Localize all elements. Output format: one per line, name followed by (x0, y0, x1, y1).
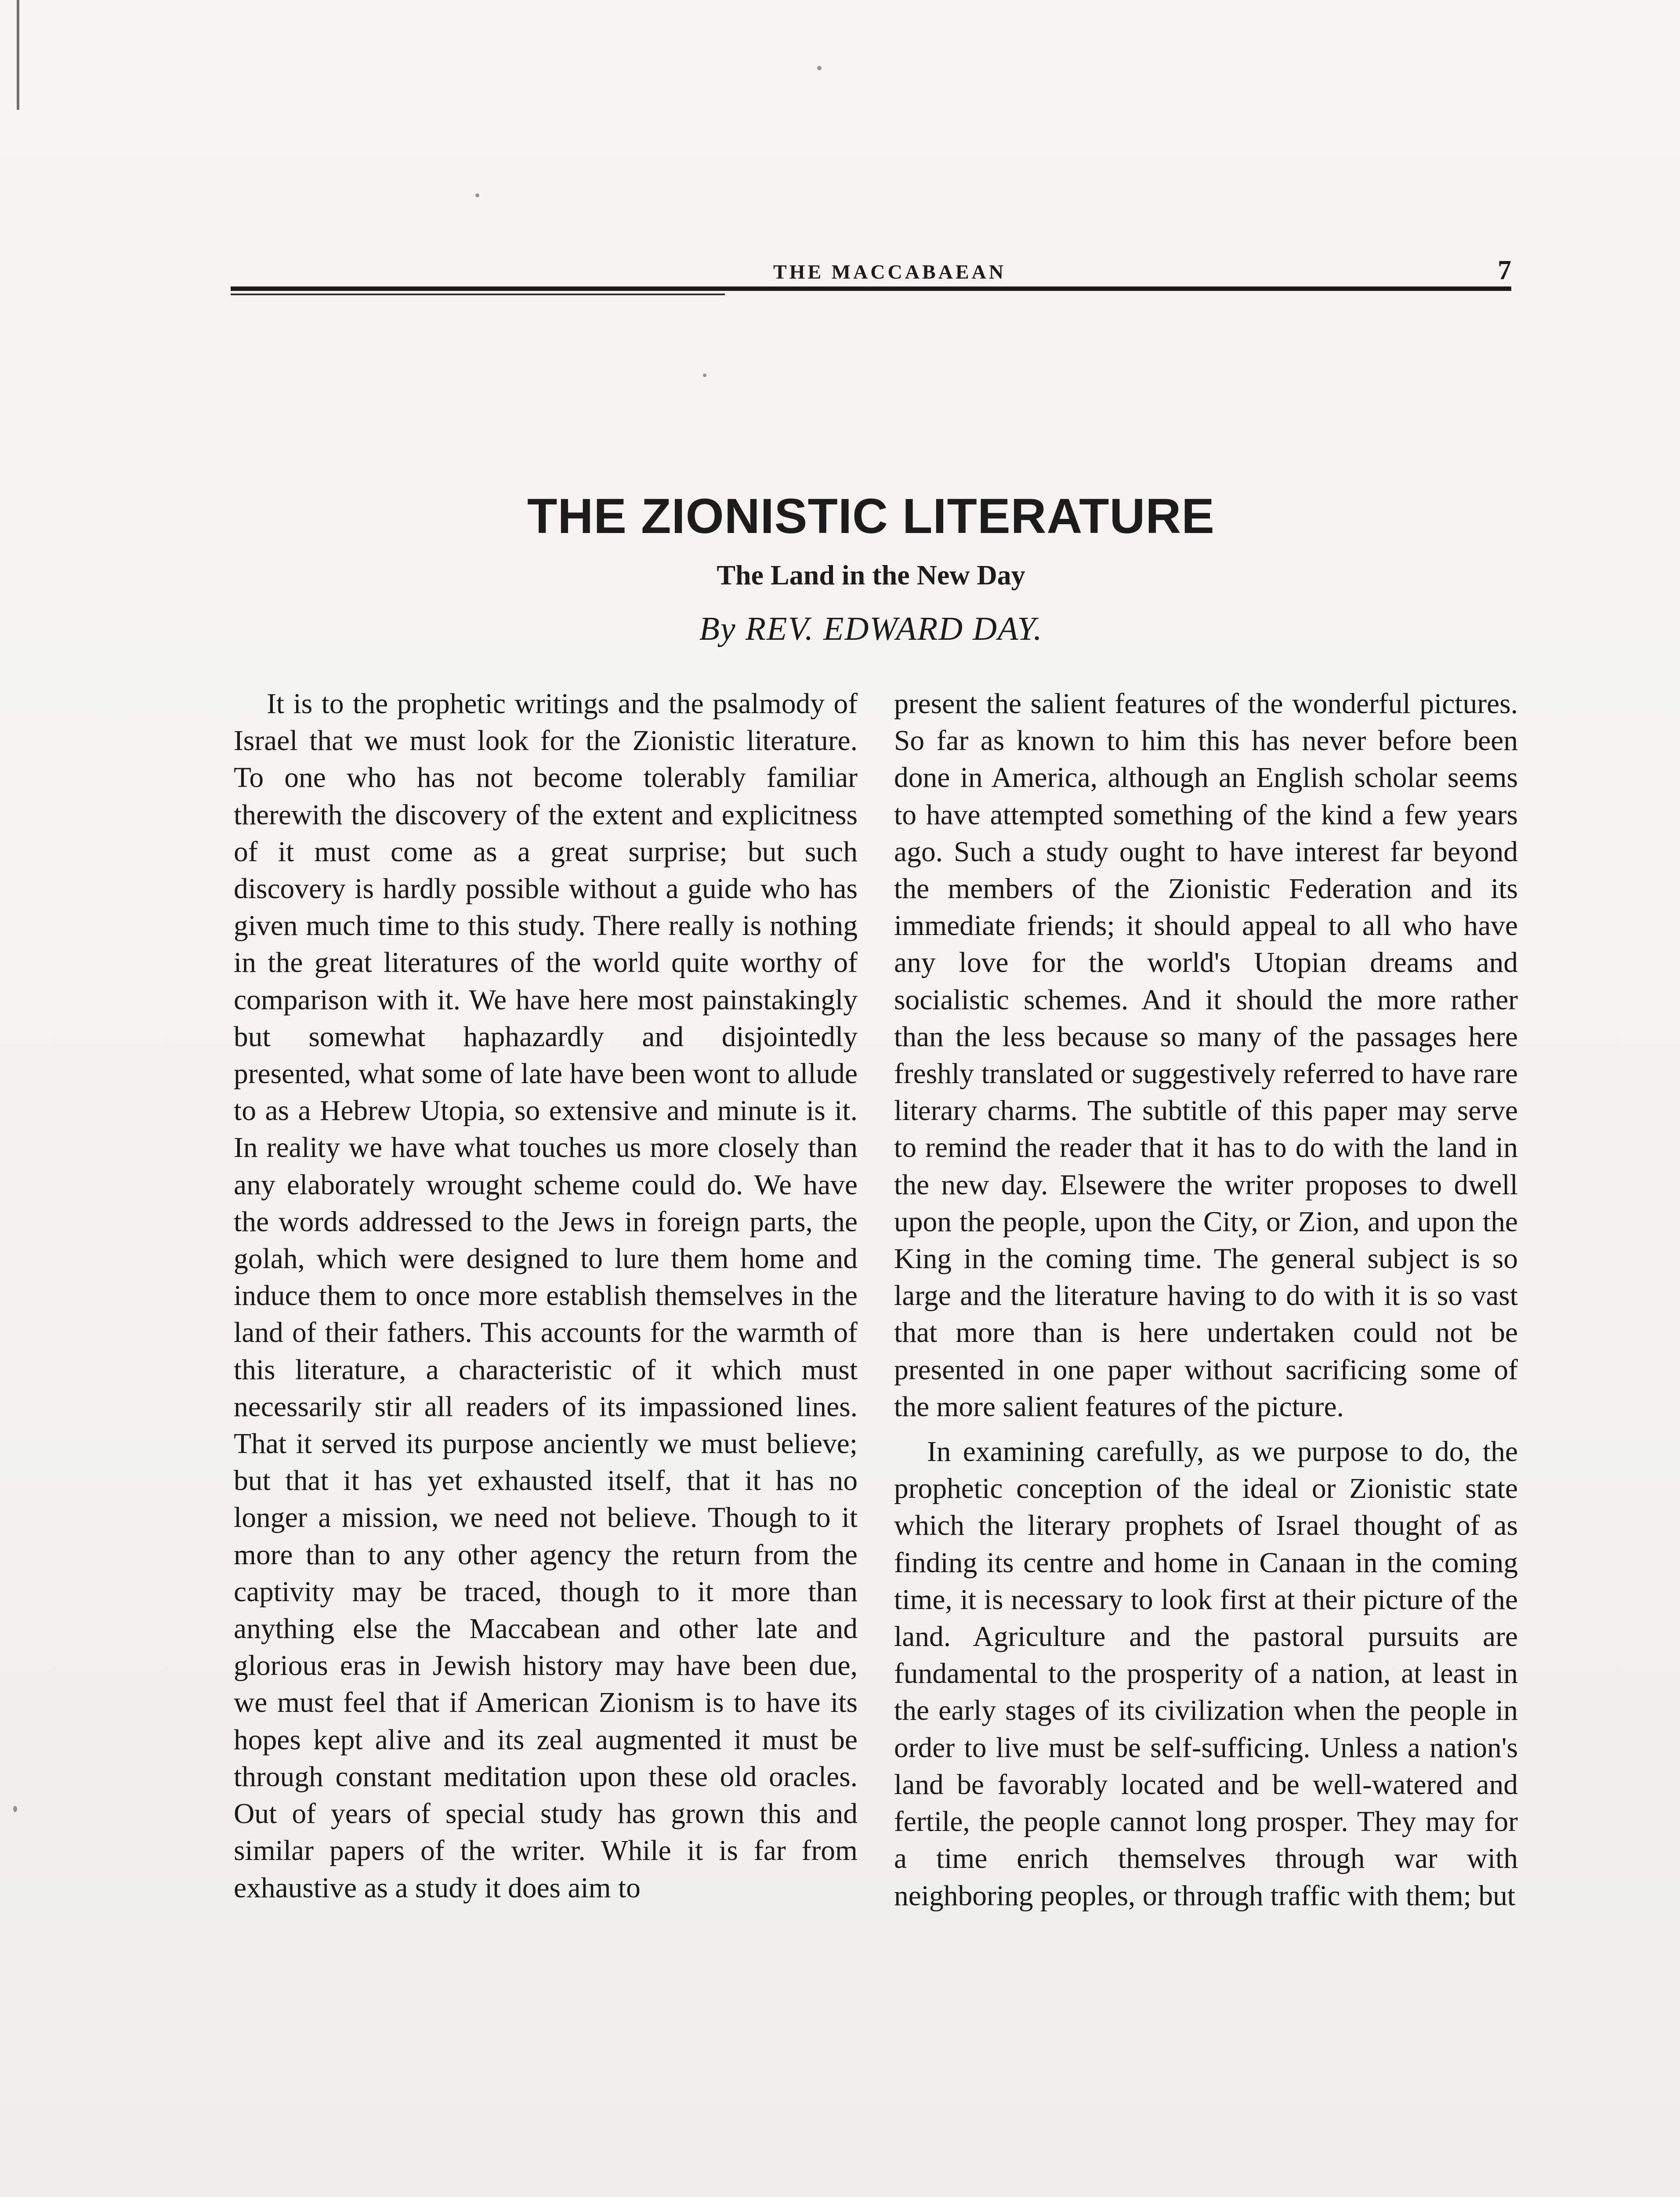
header-rule-secondary (231, 294, 725, 295)
scan-speck (13, 1806, 17, 1812)
header-rule (231, 286, 1511, 291)
running-head-title: THE MACCABAEAN (773, 261, 1006, 283)
body-paragraph: It is to the prophetic writings and the psalmody of Israel that we must look for the Zionistic literature. To one who has not become tolerably familiar therewith the discovery of the extent and explicitness of it must come as a great surprise; but such discovery is hardly possible without a guide who has given much time to this study. There really is nothing in the great literatures of the world quite worthy of comparison with it. We have here most painstakingly but somewhat haphazardly and disjointedly presented, what some of late have been wont to allude to as a Hebrew Utopia, so extensive and minute is it. In reality we have what touches us more closely than any elaborately wrought scheme could do. We have the words addressed to the Jews in foreign parts, the golah, which were designed to lure them home and induce them to once more establish themselves in the land of their fathers. This accounts for the warmth of this literature, a characteristic of it which must necessarily stir all readers of its impassioned lines. That it served its purpose anciently we must believe; but that it has yet exhausted itself, that it has no longer a mission, we need not believe. Though to it more than to any other agency the return from the captivity may be traced, though to it more than anything else the Maccabean and other late and glorious eras in Jewish history may have been due, we must feel that if American Zionism is to have its hopes kept alive and its zeal augmented it must be through constant meditation upon these old oracles. Out of years of special study has grown this and similar papers of the writer. While it is far from exhaustive as a study it does aim to (234, 688, 858, 1904)
article-subtitle: The Land in the New Day (717, 559, 1025, 591)
binding-mark (17, 0, 19, 110)
body-paragraph: In examining carefully, as we purpose to do, the prophetic conception of the ideal or Zionistic state which the literary prophets of Israel thought of as finding its centre and home in Canaan in the coming time, it is necessary to look first at their picture of the land. Agriculture and the pastoral pursuits are fundamental to the prosperity of a nation, at least in the early stages of its civilization when the people in order to live must be self-sufficing. Unless a nation's land be favorably located and be well-watered and fertile, the people cannot long prosper. They may for a time enrich themselves through war with neighboring peoples, or through traffic with them; but (894, 1436, 1518, 1912)
scan-speck (703, 373, 706, 377)
body-paragraph: present the salient features of the wonderful pictures. So far as known to him this has never before been done in America, although an English scholar seems to have attempted something of the kind a few years ago. Such a study ought to have interest far beyond the members of the Zionistic Federation and its immediate friends; it should appeal to all who have any love for the world's Utopian dreams and socialistic schemes. And it should the more rather than the less because so many of the passages here freshly translated or suggestively referred to have rare literary charms. The subtitle of this paper may serve to remind the reader that it has to do with the land in the new day. Elsewere the writer proposes to dwell upon the people, upon the City, or Zion, and upon the King in the coming time. The general subject is so large and the literature having to do with it is so vast that more than is here undertaken could not be presented in one paper without sacrificing some of the more salient features of the picture. (894, 688, 1518, 1423)
article-byline: By REV. EDWARD DAY. (699, 610, 1043, 647)
body-column-left (234, 685, 858, 1907)
scan-speck (475, 193, 479, 197)
article-title: THE ZIONISTIC LITERATURE (527, 489, 1215, 544)
page-number: 7 (1498, 255, 1511, 285)
scan-speck (817, 66, 822, 70)
body-column-right (894, 685, 1518, 1914)
